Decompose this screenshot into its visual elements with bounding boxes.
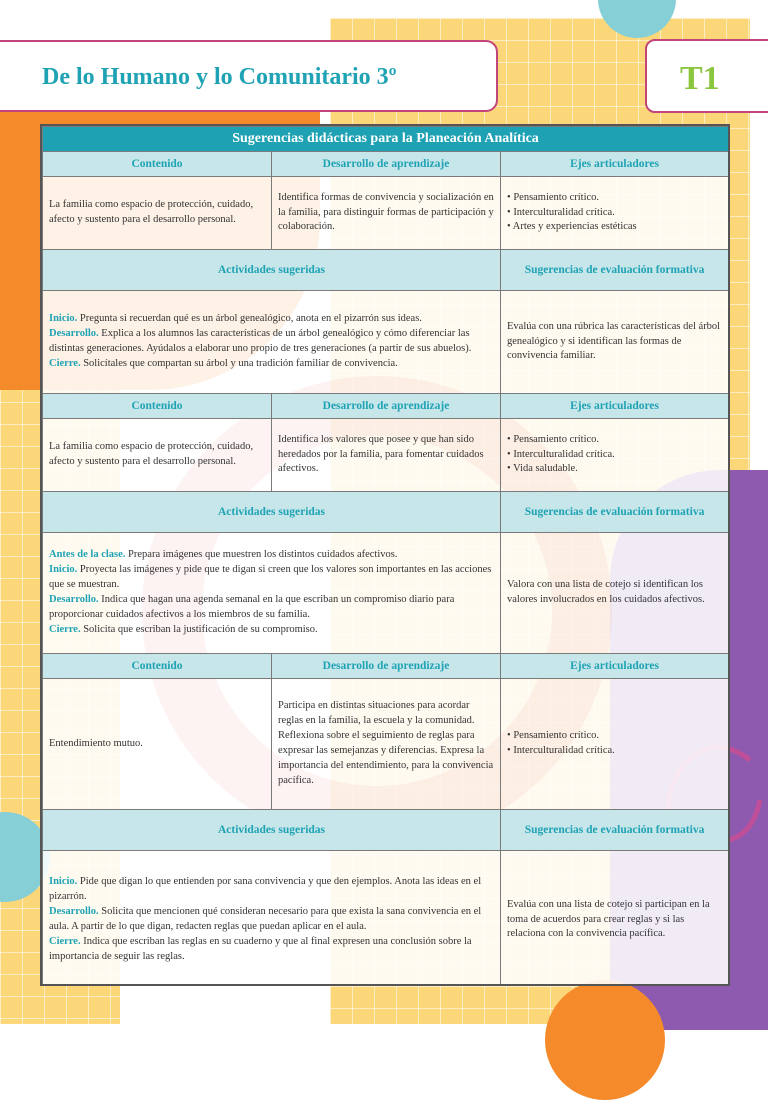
activity-step-text: Explica a los alumnos las características de un árbol genealógico y cómo diferenciar las distintas generaciones. Ayúdalos a elaborar uno propio de tres generaciones (a partir de sus abuelos).	[49, 328, 472, 354]
evaluacion-header: Sugerencias de evaluación formativa	[501, 492, 729, 533]
activity-step	[49, 312, 494, 327]
ejes-list	[507, 433, 722, 478]
evaluacion-header: Sugerencias de evaluación formativa	[501, 250, 729, 291]
activity-step	[49, 593, 494, 623]
table-row	[43, 679, 729, 810]
activity-step-text: Pregunta si recuerdan qué es un árbol genealógico, anota en el pizarrón sus ideas.	[79, 313, 422, 325]
column-header-contenido: Contenido	[43, 654, 272, 679]
activity-step-text: Proyecta las imágenes y pide que te digan si creen que los valores son importantes en las acciones que se muestran.	[49, 564, 492, 591]
activity-step	[49, 327, 494, 357]
desarrollo-cell: Participa en distintas situaciones para acordar reglas en la familia, la escuela y la comunidad. Reflexiona sobre el seguimiento de reglas para expresar las semejanzas y diferencias. Expresa la importancia del entendimiento, para la convivencia pacífica.	[272, 679, 501, 810]
list-item: • Artes y experiencias estéticas	[507, 220, 722, 235]
column-header-desarrollo: Desarrollo de aprendizaje	[272, 394, 501, 419]
activity-step-label: Desarrollo.	[49, 594, 99, 605]
activity-step-label: Cierre.	[49, 357, 81, 369]
planning-table-card	[40, 124, 730, 986]
ejes-cell	[501, 177, 729, 250]
column-header-ejes: Ejes articuladores	[501, 654, 729, 679]
list-item: • Interculturalidad crítica.	[507, 448, 722, 463]
planning-table	[42, 126, 729, 986]
list-item: • Interculturalidad crítica.	[507, 206, 722, 221]
actividades-cell	[43, 851, 501, 987]
activity-step-text: Indica que hagan una agenda semanal en la que escriban un compromiso diario para proporcionar cuidados afectivos a los miembros de su familia.	[49, 594, 455, 620]
activity-step-text: Solicita que escriban la justificación de su compromiso.	[83, 623, 318, 635]
column-header-ejes: Ejes articuladores	[501, 152, 729, 177]
desarrollo-cell: Identifica formas de convivencia y socialización en la familia, para distinguir formas de participación y colaboración.	[272, 177, 501, 250]
actividades-header: Actividades sugeridas	[43, 250, 501, 291]
evaluacion-cell: Evalúa con una rúbrica las características del árbol genealógico y si identifican las formas de convivencia familiar.	[501, 291, 729, 394]
column-header-contenido: Contenido	[43, 152, 272, 177]
activity-step-label: Inicio.	[49, 876, 78, 888]
activity-step	[49, 935, 494, 965]
list-item: • Pensamiento crítico.	[507, 191, 722, 206]
activity-step-text: Indica que escriban las reglas en su cuaderno y que al final expresen una conclusión sobre la importancia de seguir las reglas.	[49, 935, 472, 962]
evaluacion-cell: Valora con una lista de cotejo si identifican los valores involucrados en los cuidados afectivos.	[501, 533, 729, 654]
desarrollo-cell: Identifica los valores que posee y que han sido heredados por la familia, para fomentar cuidados afectivos.	[272, 419, 501, 492]
column-header-contenido: Contenido	[43, 394, 272, 419]
list-item: • Pensamiento crítico.	[507, 729, 722, 744]
ejes-cell	[501, 419, 729, 492]
table-row	[43, 851, 729, 987]
evaluacion-header: Sugerencias de evaluación formativa	[501, 810, 729, 851]
activity-step-text: Solicita que mencionen qué consideran necesario para que exista la sana convivencia en el aula. A partir de lo que digan, redacten reglas que puedan aplicar en el aula.	[49, 906, 482, 932]
page-title: De lo Humano y lo Comunitario 3º	[42, 64, 397, 90]
activity-step-text: Solicítales que compartan su árbol y una tradición familiar de convivencia.	[83, 357, 398, 369]
trimester-label: T1	[680, 60, 720, 97]
contenido-cell: La familia como espacio de protección, cuidado, afecto y sustento para el desarrollo personal.	[43, 419, 272, 492]
table-title: Sugerencias didácticas para la Planeación Analítica	[43, 127, 729, 152]
orange-circle-decoration	[545, 980, 665, 1100]
activity-step-label: Desarrollo.	[49, 328, 99, 340]
activity-step	[49, 357, 494, 372]
ejes-list	[507, 191, 722, 236]
activity-step-label: Desarrollo.	[49, 906, 99, 918]
table-row	[43, 533, 729, 654]
table-row	[43, 291, 729, 394]
activity-step-label: Inicio.	[49, 313, 78, 325]
column-header-desarrollo: Desarrollo de aprendizaje	[272, 152, 501, 177]
column-header-ejes: Ejes articuladores	[501, 394, 729, 419]
activity-step	[49, 563, 494, 593]
activity-step-label: Antes de la clase.	[49, 549, 126, 561]
list-item: • Vida saludable.	[507, 462, 722, 477]
activity-step	[49, 548, 494, 563]
list-item: • Interculturalidad crítica.	[507, 744, 722, 759]
actividades-cell	[43, 291, 501, 394]
table-row	[43, 419, 729, 492]
actividades-cell	[43, 533, 501, 654]
activity-step-text: Pide que digan lo que entienden por sana convivencia y que den ejemplos. Anota las ideas en el pizarrón.	[49, 876, 482, 903]
activity-step	[49, 875, 494, 905]
activity-step	[49, 623, 494, 638]
table-row	[43, 177, 729, 250]
actividades-header: Actividades sugeridas	[43, 810, 501, 851]
ejes-list	[507, 729, 722, 759]
ejes-cell	[501, 679, 729, 810]
evaluacion-cell: Evalúa con una lista de cotejo si participan en la toma de acuerdos para crear reglas y si las relaciona con la convivencia pacífica.	[501, 851, 729, 987]
activity-step-text: Prepara imágenes que muestren los distintos cuidados afectivos.	[128, 549, 398, 561]
contenido-cell: La familia como espacio de protección, cuidado, afecto y sustento para el desarrollo personal.	[43, 177, 272, 250]
list-item: • Pensamiento crítico.	[507, 433, 722, 448]
activity-step-label: Inicio.	[49, 564, 78, 576]
activity-step-label: Cierre.	[49, 623, 81, 635]
column-header-desarrollo: Desarrollo de aprendizaje	[272, 654, 501, 679]
activity-step	[49, 905, 494, 935]
activity-step-label: Cierre.	[49, 935, 81, 947]
contenido-cell: Entendimiento mutuo.	[43, 679, 272, 810]
actividades-header: Actividades sugeridas	[43, 492, 501, 533]
